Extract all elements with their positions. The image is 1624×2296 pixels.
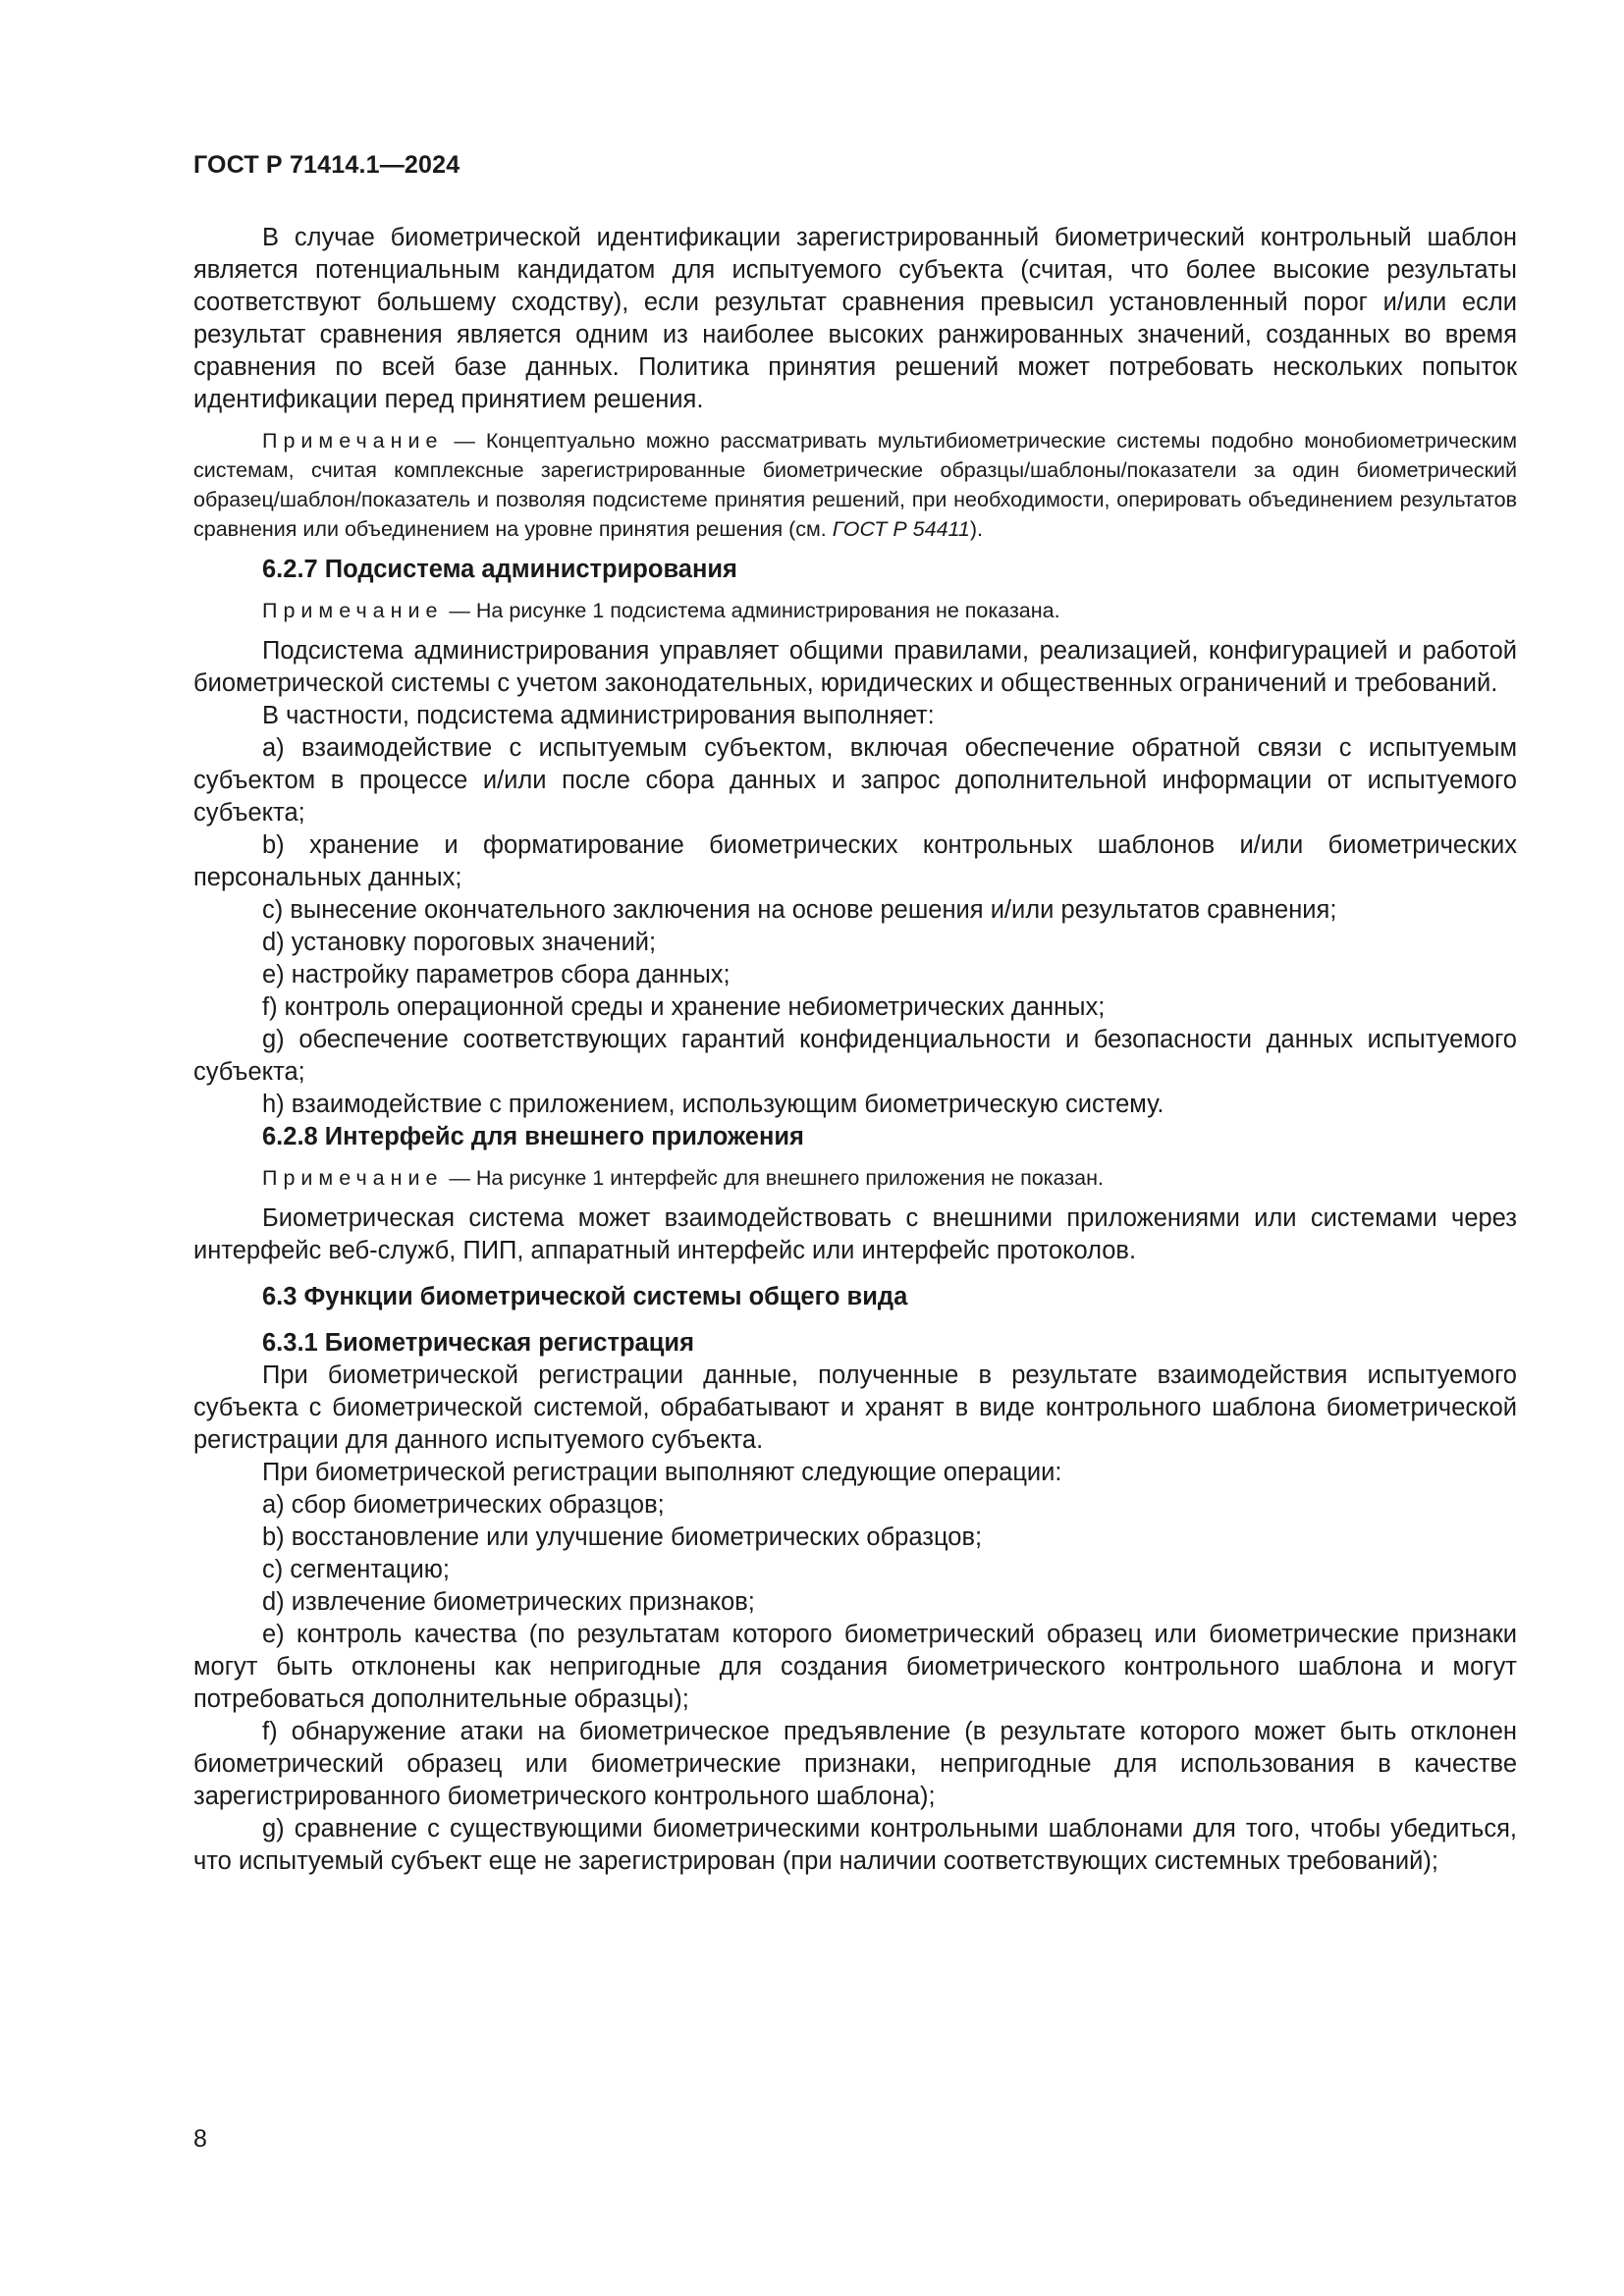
list-item: h) взаимодействие с приложением, использующим биометрическую систему. [262,1091,1164,1118]
list-item: f) контроль операционной среды и хранение небиометрических данных; [262,993,1106,1021]
list-item: g) обеспечение соответствующих гарантий конфиденциальности и безопасности данных испытуемого субъекта; [193,1026,1517,1086]
note-dash: — [443,429,486,453]
paragraph: При биометрической регистрации данные, полученные в результате взаимодействия испытуемого субъекта с биометрической системой, обрабатывают и хранят в виде контрольного шаблона биометрической регистрации для данного испытуемого субъекта. [193,1362,1517,1454]
document-header: ГОСТ Р 71414.1—2024 [193,151,460,179]
note-reference: ГОСТ Р 54411 [832,517,970,541]
page-number: 8 [193,2125,207,2153]
note [193,1163,1517,1193]
note [193,596,1517,625]
paragraph: В частности, подсистема администрирования выполняет: [262,702,935,729]
list-item: e) настройку параметров сбора данных; [262,961,731,988]
paragraph: В случае биометрической идентификации зарегистрированный биометрический контрольный шаблон является потенциальным кандидатом для испытуемого субъекта (считая, что более высокие результаты соответствуют большему сходству), если результат сравнения превысил установленный порог и/или если результат сравнения является одним из наиболее высоких ранжированных значений, созданных во время сравнения по всей базе данных. Политика принятия решений может потребовать нескольких попыток идентификации перед принятием решения. [193,224,1517,413]
list-item: b) хранение и форматирование биометрических контрольных шаблонов и/или биометрических персональных данных; [193,831,1517,891]
page-content [193,222,1517,1878]
list-item: e) контроль качества (по результатам которого биометрический образец или биометрические признаки могут быть отклонены как непригодные для создания биометрического контрольного шаблона и могут потребоваться дополнительные образцы); [193,1621,1517,1713]
list-item: b) восстановление или улучшение биометрических образцов; [262,1523,983,1551]
note-label: Примечание [262,599,444,622]
list-item: d) установку пороговых значений; [262,929,657,956]
paragraph: Биометрическая система может взаимодействовать с внешними приложениями или системами через интерфейс веб-служб, ПИП, аппаратный интерфейс или интерфейс протоколов. [193,1204,1517,1264]
paragraph: Подсистема администрирования управляет общими правилами, реализацией, конфигурацией и работой биометрической системы с учетом законодательных, юридических и общественных ограничений и требований. [193,637,1517,697]
list-item: f) обнаружение атаки на биометрическое предъявление (в результате которого может быть отклонен биометрический образец или биометрические признаки, непригодные для использования в качестве зарегистрированного биометрического контрольного шаблона); [193,1718,1517,1810]
note-label: Примечание [262,429,444,453]
list-item: c) вынесение окончательного заключения на основе решения и/или результатов сравнения; [262,896,1337,924]
note-text: Концептуально можно рассматривать мультибиометрические системы подобно монобиометрическим системам, считая комплексные зарегистрированные биометрические образцы/шаблоны/показатели за один биометрический образец/шаблон/показатель и позволяя подсистеме принятия решений, при необходимости, оперировать объединением результатов сравнения или объединением на уровне принятия решения (см. [193,429,1518,541]
note-label: Примечание [262,1166,444,1190]
list-item: d) извлечение биометрических признаков; [262,1588,755,1616]
note-tail: ). [969,517,984,541]
note [193,426,1517,544]
section-heading-6-3-1: 6.3.1 Биометрическая регистрация [262,1329,694,1357]
list-item: c) сегментацию; [262,1556,450,1583]
list-item: g) сравнение с существующими биометрическими контрольными шаблонами для того, чтобы убедиться, что испытуемый субъект еще не зарегистрирован (при наличии соответствующих системных требований); [193,1815,1517,1875]
paragraph: При биометрической регистрации выполняют следующие операции: [262,1459,1062,1486]
note-text: — На рисунке 1 подсистема администрирования не показана. [443,599,1060,622]
list-item: a) взаимодействие с испытуемым субъектом, включая обеспечение обратной связи с испытуемым субъектом в процессе и/или после сбора данных и запрос дополнительной информации от испытуемого субъекта; [193,734,1517,827]
note-text: — На рисунке 1 интерфейс для внешнего приложения не показан. [443,1166,1104,1190]
section-heading-6-2-7: 6.2.7 Подсистема администрирования [262,556,737,583]
section-heading-6-3: 6.3 Функции биометрической системы общего вида [262,1283,908,1310]
section-heading-6-2-8: 6.2.8 Интерфейс для внешнего приложения [262,1123,804,1150]
list-item: a) сбор биометрических образцов; [262,1491,665,1519]
